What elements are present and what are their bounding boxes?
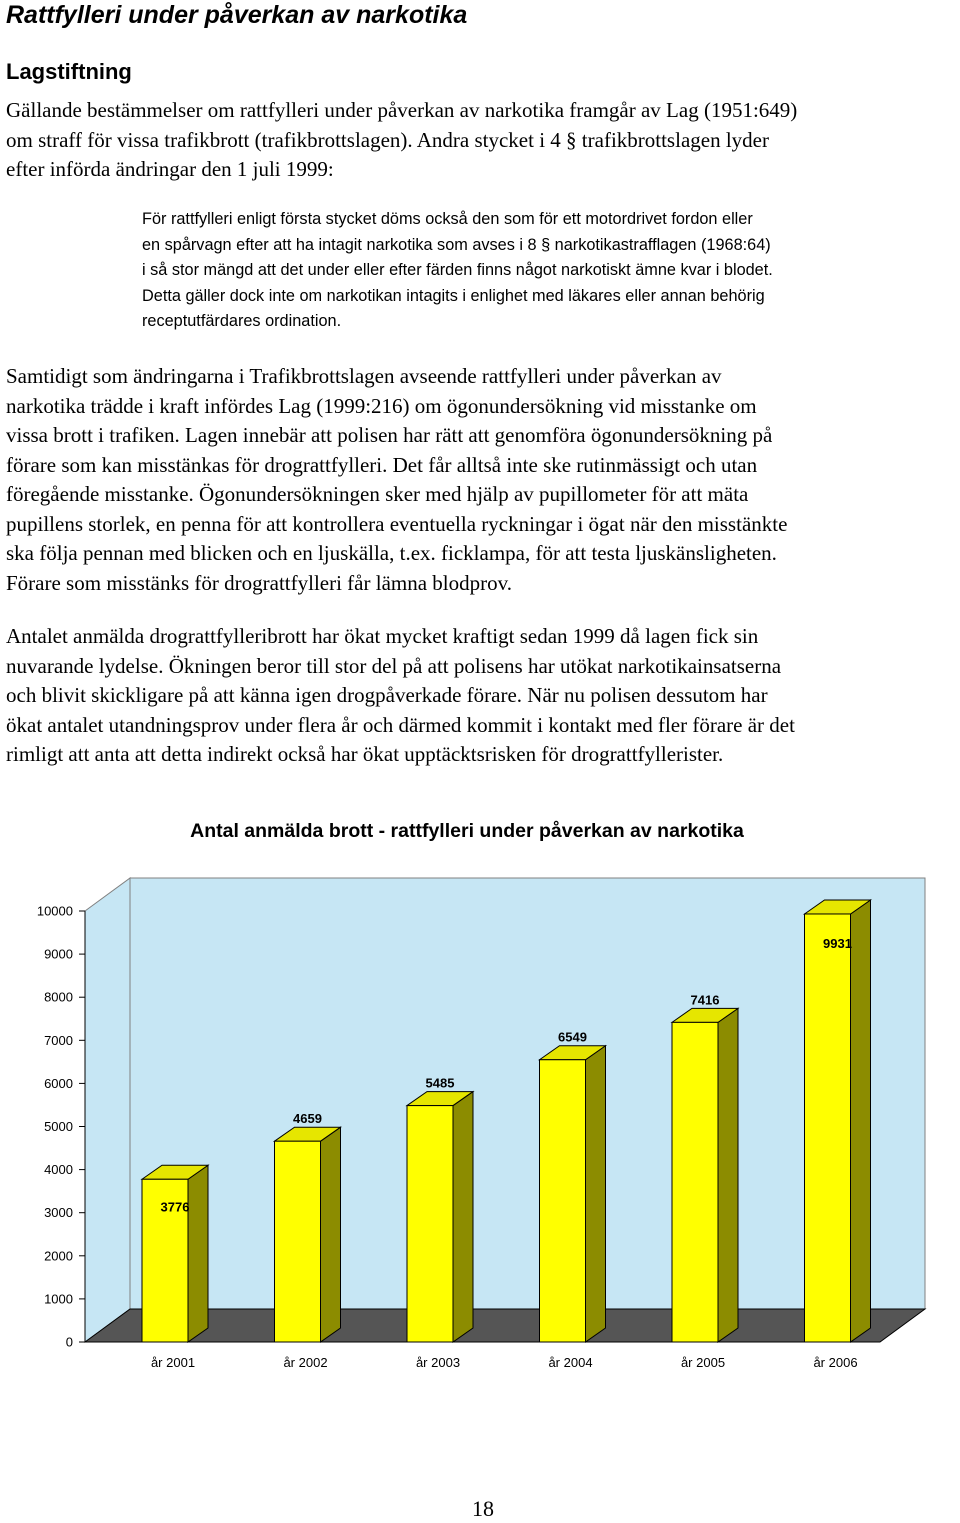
- quote-line: en spårvagn efter att ha intagit narkotika som avses i 8 § narkotikastrafflagen (1968:64): [142, 235, 771, 254]
- paragraph-line: vissa brott i trafiken. Lagen innebär att polisen har rätt att genomföra ögonundersökning på: [6, 423, 773, 447]
- quote-line: i så stor mängd att det under eller efter färden finns något narkotiskt ämne kvar i blodet.: [142, 261, 773, 279]
- bar-side: [188, 1165, 208, 1342]
- bar-side: [718, 1008, 738, 1342]
- y-tick-label: 2000: [44, 1248, 73, 1264]
- paragraph-line: nuvarande lydelse. Ökningen beror till stor del på att polisens har utökat narkotikainsatserna: [6, 653, 782, 678]
- bar: [275, 1141, 321, 1342]
- bar: [407, 1106, 453, 1342]
- y-tick-label: 1000: [44, 1291, 73, 1307]
- bar-value-label: 4659: [293, 1111, 322, 1127]
- chart-floor: [85, 1309, 925, 1342]
- page-number: 18: [472, 1496, 494, 1521]
- x-category-label: år 2004: [548, 1355, 593, 1370]
- y-tick-label: 3000: [44, 1205, 73, 1221]
- paragraph-line: rimligt att anta att detta indirekt också har ökat upptäcktsrisken för drograttfyllerister.: [6, 742, 724, 766]
- paragraph-line: pupillens storlek, en penna för att kontrollera eventuella ryckningar i ögat när den misstänkte: [6, 511, 788, 536]
- paragraph-line: Förare som misstänks för drograttfylleri får lämna blodprov.: [6, 570, 513, 595]
- paragraph-line: narkotika trädde i kraft infördes Lag (1999:216) om ögonundersökning vid misstanke om: [6, 393, 757, 418]
- quote-line: receptutfärdares ordination.: [142, 312, 342, 330]
- paragraph-line: Samtidigt som ändringarna i Trafikbrottslagen avseende rattfylleri under påverkan av: [6, 364, 722, 388]
- bar: [540, 1060, 586, 1342]
- bar-value-label: 7416: [690, 992, 720, 1008]
- y-tick-label: 6000: [44, 1075, 73, 1091]
- y-tick-label: 7000: [44, 1032, 73, 1048]
- chart-side-wall: [85, 878, 130, 1342]
- intro-line: om straff för vissa trafikbrott (trafikbrottslagen). Andra stycket i 4 § trafikbrottslagen lyder: [6, 127, 769, 152]
- paragraph-line: föregående misstanke. Ögonundersökningen sker med hjälp av pupillometer för att mäta: [6, 482, 749, 506]
- paragraph-line: ökat antalet utandningsprov under flera år och därmed kommit i kontakt med fler förare är det: [6, 712, 795, 737]
- intro-line: efter införda ändringar den 1 juli 1999:: [6, 157, 334, 181]
- y-tick-label: 9000: [44, 946, 73, 962]
- bar-value-label: 5485: [425, 1075, 455, 1091]
- x-category-label: år 2001: [150, 1355, 196, 1370]
- paragraph-line: Antalet anmälda drograttfylleribrott har ökat mycket kraftigt sedan 1999 då lagen fick sin: [6, 624, 759, 648]
- x-category-label: år 2006: [813, 1355, 858, 1370]
- bar-value-label: 6549: [558, 1029, 587, 1045]
- paragraph-line: och blivit skickligare på att känna igen drogpåverkade förare. När nu polisen dessutom har: [6, 683, 768, 707]
- bar-value-label: 3776: [160, 1199, 190, 1215]
- x-category-label: år 2003: [415, 1355, 461, 1370]
- page-title: Rattfylleri under påverkan av narkotika: [6, 1, 468, 29]
- paragraph-line: förare som kan misstänkas för drograttfylleri. Det får alltså inte ske rutinmässigt och utan: [6, 452, 758, 477]
- bar: [805, 914, 851, 1342]
- bar-value-label: 9931: [823, 935, 852, 951]
- quote-line: Detta gäller dock inte om narkotikan intagits i enlighet med läkares eller annan behörig: [142, 286, 765, 305]
- y-tick-label: 4000: [44, 1162, 73, 1178]
- section-heading: Lagstiftning: [6, 59, 132, 84]
- y-tick-label: 5000: [44, 1119, 73, 1134]
- bar-side: [586, 1046, 606, 1342]
- intro-line: Gällande bestämmelser om rattfylleri under påverkan av narkotika framgår av Lag (1951:649): [6, 98, 798, 122]
- x-category-label: år 2002: [283, 1355, 328, 1370]
- x-category-label: år 2005: [680, 1355, 726, 1370]
- bar-side: [453, 1092, 473, 1342]
- chart-title: Antal anmälda brott - rattfylleri under påverkan av narkotika: [190, 820, 744, 842]
- bar-side: [851, 900, 871, 1342]
- quote-line: För rattfylleri enligt första stycket döms också den som för ett motordrivet fordon eller: [142, 210, 753, 228]
- paragraph-line: ska följa pennan med blicken och en ljuskälla, t.ex. ficklampa, för att testa ljuskänsligheten.: [6, 541, 777, 565]
- bar: [672, 1022, 718, 1342]
- bar-side: [321, 1127, 341, 1342]
- y-tick-label: 8000: [44, 989, 73, 1005]
- y-tick-label: 0: [65, 1334, 73, 1350]
- y-tick-label: 10000: [36, 903, 73, 919]
